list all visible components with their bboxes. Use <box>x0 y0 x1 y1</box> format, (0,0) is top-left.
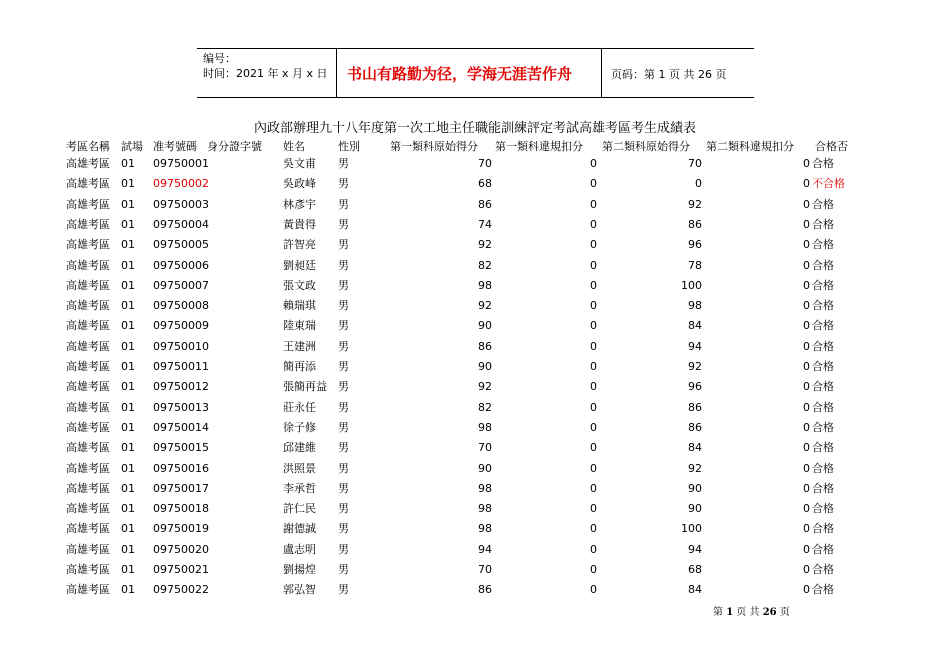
subject1-score-cell: 70 <box>478 157 492 170</box>
name-cell: 許智亮 <box>283 238 316 252</box>
table-row <box>0 377 950 397</box>
name-cell: 簡再添 <box>283 360 316 373</box>
subject1-deduction-cell: 0 <box>590 522 597 536</box>
subject1-deduction-cell: 0 <box>590 542 597 556</box>
column-header: 第一類科違規扣分 <box>495 140 583 153</box>
exam-number-cell: 09750022 <box>153 583 209 597</box>
table-row <box>0 174 950 194</box>
exam-number-cell: 09750014 <box>153 420 209 434</box>
area-cell: 高雄考區 <box>66 461 110 475</box>
room-cell: 01 <box>121 420 135 434</box>
area-cell: 高雄考區 <box>66 360 110 373</box>
subject1-deduction-cell: 0 <box>590 238 597 252</box>
footer-page: 1 <box>726 607 734 618</box>
document-header <box>197 48 754 98</box>
subject1-deduction-cell: 0 <box>590 319 597 333</box>
subject1-score-cell: 82 <box>478 400 492 414</box>
subject2-deduction-cell: 0 <box>803 400 810 414</box>
column-header: 身分證字號 <box>207 140 262 153</box>
pass-status-cell: 合格 <box>812 339 834 353</box>
subject1-deduction-cell: 0 <box>590 258 597 272</box>
subject2-deduction-cell: 0 <box>803 258 810 272</box>
name-cell: 吳政峰 <box>283 177 316 191</box>
exam-number-cell: 09750017 <box>153 481 209 495</box>
name-cell: 陸東瑞 <box>283 319 316 333</box>
subject2-score-cell: 100 <box>681 522 702 536</box>
subject2-deduction-cell: 0 <box>803 157 810 170</box>
exam-number-cell: 09750011 <box>153 360 209 373</box>
table-row <box>0 235 950 255</box>
area-cell: 高雄考區 <box>66 400 110 414</box>
table-row <box>0 418 950 438</box>
date-label: 时间：2021 年 x 月 x 日 <box>203 67 328 80</box>
header-divider <box>601 49 602 97</box>
exam-number-cell: 09750019 <box>153 522 209 536</box>
table-row <box>0 316 950 336</box>
table-row <box>0 479 950 499</box>
exam-number-cell: 09750021 <box>153 563 209 576</box>
subject1-deduction-cell: 0 <box>590 278 597 292</box>
subject2-deduction-cell: 0 <box>803 522 810 536</box>
name-cell: 吳文甫 <box>283 157 316 170</box>
column-header: 第一類科原始得分 <box>390 140 478 153</box>
pass-status-cell: 合格 <box>812 319 834 333</box>
pass-status-cell: 合格 <box>812 380 834 394</box>
pass-status-cell: 合格 <box>812 441 834 455</box>
sex-cell: 男 <box>338 461 349 475</box>
area-cell: 高雄考區 <box>66 238 110 252</box>
column-header: 第二類科違規扣分 <box>706 140 794 153</box>
subject2-deduction-cell: 0 <box>803 583 810 597</box>
subject1-deduction-cell: 0 <box>590 420 597 434</box>
exam-number-cell: 09750012 <box>153 380 209 394</box>
room-cell: 01 <box>121 339 135 353</box>
subject2-score-cell: 78 <box>688 258 702 272</box>
name-cell: 盧志明 <box>283 542 316 556</box>
area-cell: 高雄考區 <box>66 441 110 455</box>
room-cell: 01 <box>121 360 135 373</box>
room-cell: 01 <box>121 380 135 394</box>
table-row <box>0 459 950 479</box>
subject2-score-cell: 90 <box>688 502 702 516</box>
pass-status-cell: 合格 <box>812 502 834 516</box>
subject1-score-cell: 98 <box>478 278 492 292</box>
area-cell: 高雄考區 <box>66 583 110 597</box>
subject1-score-cell: 86 <box>478 583 492 597</box>
table-row <box>0 256 950 276</box>
subject2-score-cell: 70 <box>688 157 702 170</box>
table-row <box>0 215 950 235</box>
exam-number-cell: 09750001 <box>153 157 209 170</box>
area-cell: 高雄考區 <box>66 177 110 191</box>
column-header: 性別 <box>338 140 360 153</box>
column-header: 第二類科原始得分 <box>602 140 690 153</box>
subject1-score-cell: 86 <box>478 339 492 353</box>
area-cell: 高雄考區 <box>66 563 110 576</box>
subject2-score-cell: 90 <box>688 481 702 495</box>
pass-status-cell: 合格 <box>812 217 834 231</box>
column-header: 合格否 <box>815 140 848 153</box>
subject2-score-cell: 0 <box>695 177 702 191</box>
footer-prefix: 第 <box>713 607 723 618</box>
subject1-score-cell: 86 <box>478 197 492 211</box>
sex-cell: 男 <box>338 197 349 211</box>
area-cell: 高雄考區 <box>66 522 110 536</box>
sex-cell: 男 <box>338 563 349 576</box>
subject2-score-cell: 92 <box>688 197 702 211</box>
area-cell: 高雄考區 <box>66 319 110 333</box>
area-cell: 高雄考區 <box>66 217 110 231</box>
subject1-score-cell: 98 <box>478 481 492 495</box>
subject2-deduction-cell: 0 <box>803 481 810 495</box>
subject2-deduction-cell: 0 <box>803 339 810 353</box>
area-cell: 高雄考區 <box>66 299 110 313</box>
exam-number-cell: 09750018 <box>153 502 209 516</box>
footer-suffix: 页 <box>779 607 790 618</box>
subject2-deduction-cell: 0 <box>803 197 810 211</box>
area-cell: 高雄考區 <box>66 380 110 394</box>
sex-cell: 男 <box>338 400 349 414</box>
name-cell: 李承哲 <box>283 481 316 495</box>
sex-cell: 男 <box>338 360 349 373</box>
room-cell: 01 <box>121 522 135 536</box>
room-cell: 01 <box>121 258 135 272</box>
subject2-deduction-cell: 0 <box>803 278 810 292</box>
exam-number-cell: 09750005 <box>153 238 209 252</box>
subject1-score-cell: 92 <box>478 238 492 252</box>
subject2-score-cell: 84 <box>688 583 702 597</box>
subject1-score-cell: 98 <box>478 420 492 434</box>
subject2-score-cell: 96 <box>688 380 702 394</box>
sex-cell: 男 <box>338 522 349 536</box>
subject1-deduction-cell: 0 <box>590 563 597 576</box>
page-footer <box>713 603 790 618</box>
table-row <box>0 276 950 296</box>
subject1-deduction-cell: 0 <box>590 299 597 313</box>
pass-status-cell: 合格 <box>812 461 834 475</box>
subject2-deduction-cell: 0 <box>803 238 810 252</box>
name-cell: 謝德誠 <box>283 522 316 536</box>
subject2-score-cell: 100 <box>681 278 702 292</box>
subject1-score-cell: 92 <box>478 299 492 313</box>
exam-number-cell: 09750013 <box>153 400 209 414</box>
subject2-score-cell: 98 <box>688 299 702 313</box>
subject2-score-cell: 86 <box>688 217 702 231</box>
exam-number-cell: 09750006 <box>153 258 209 272</box>
subject1-score-cell: 70 <box>478 441 492 455</box>
name-cell: 徐子修 <box>283 420 316 434</box>
table-row <box>0 519 950 539</box>
subject2-deduction-cell: 0 <box>803 217 810 231</box>
table-row <box>0 499 950 519</box>
subject1-score-cell: 94 <box>478 542 492 556</box>
subject2-deduction-cell: 0 <box>803 380 810 394</box>
subject1-score-cell: 90 <box>478 360 492 373</box>
name-cell: 許仁民 <box>283 502 316 516</box>
column-header: 考區名稱 <box>66 140 110 153</box>
subject2-score-cell: 68 <box>688 563 702 576</box>
room-cell: 01 <box>121 197 135 211</box>
room-cell: 01 <box>121 278 135 292</box>
room-cell: 01 <box>121 157 135 170</box>
sex-cell: 男 <box>338 258 349 272</box>
column-header: 准考號碼 <box>153 140 197 153</box>
sex-cell: 男 <box>338 319 349 333</box>
sex-cell: 男 <box>338 481 349 495</box>
pass-status-cell: 不合格 <box>812 177 845 191</box>
sex-cell: 男 <box>338 238 349 252</box>
subject2-score-cell: 92 <box>688 360 702 373</box>
subject1-score-cell: 70 <box>478 563 492 576</box>
exam-number-cell: 09750002 <box>153 177 209 191</box>
sex-cell: 男 <box>338 299 349 313</box>
pass-status-cell: 合格 <box>812 157 834 170</box>
subject1-score-cell: 68 <box>478 177 492 191</box>
pass-status-cell: 合格 <box>812 583 834 597</box>
room-cell: 01 <box>121 502 135 516</box>
exam-number-cell: 09750008 <box>153 299 209 313</box>
subject2-score-cell: 84 <box>688 441 702 455</box>
subject1-score-cell: 74 <box>478 217 492 231</box>
table-row <box>0 195 950 215</box>
subject1-deduction-cell: 0 <box>590 380 597 394</box>
area-cell: 高雄考區 <box>66 339 110 353</box>
subject2-deduction-cell: 0 <box>803 441 810 455</box>
table-row <box>0 560 950 580</box>
subject2-deduction-cell: 0 <box>803 319 810 333</box>
name-cell: 林彥宇 <box>283 197 316 211</box>
pass-status-cell: 合格 <box>812 238 834 252</box>
room-cell: 01 <box>121 177 135 191</box>
subject2-score-cell: 94 <box>688 542 702 556</box>
subject1-deduction-cell: 0 <box>590 400 597 414</box>
subject1-deduction-cell: 0 <box>590 481 597 495</box>
subject1-deduction-cell: 0 <box>590 441 597 455</box>
subject1-deduction-cell: 0 <box>590 217 597 231</box>
table-row <box>0 357 950 377</box>
subject2-deduction-cell: 0 <box>803 542 810 556</box>
sex-cell: 男 <box>338 157 349 170</box>
pass-status-cell: 合格 <box>812 542 834 556</box>
room-cell: 01 <box>121 583 135 597</box>
subject1-deduction-cell: 0 <box>590 197 597 211</box>
room-cell: 01 <box>121 481 135 495</box>
footer-mid: 页 共 <box>736 607 760 618</box>
room-cell: 01 <box>121 319 135 333</box>
subject1-score-cell: 90 <box>478 461 492 475</box>
name-cell: 劉昶廷 <box>283 258 316 272</box>
subject2-deduction-cell: 0 <box>803 563 810 576</box>
area-cell: 高雄考區 <box>66 258 110 272</box>
room-cell: 01 <box>121 441 135 455</box>
table-row <box>0 154 950 174</box>
pass-status-cell: 合格 <box>812 258 834 272</box>
area-cell: 高雄考區 <box>66 278 110 292</box>
subject1-score-cell: 98 <box>478 502 492 516</box>
header-divider <box>336 49 337 97</box>
subject2-deduction-cell: 0 <box>803 502 810 516</box>
subject2-deduction-cell: 0 <box>803 420 810 434</box>
exam-number-cell: 09750010 <box>153 339 209 353</box>
subject1-deduction-cell: 0 <box>590 157 597 170</box>
sex-cell: 男 <box>338 542 349 556</box>
sex-cell: 男 <box>338 177 349 191</box>
subject1-deduction-cell: 0 <box>590 502 597 516</box>
page-title: 內政部辦理九十八年度第一次工地主任職能訓練評定考試高雄考區考生成績表 <box>253 121 696 136</box>
area-cell: 高雄考區 <box>66 481 110 495</box>
area-cell: 高雄考區 <box>66 420 110 434</box>
subject1-deduction-cell: 0 <box>590 177 597 191</box>
subject2-score-cell: 94 <box>688 339 702 353</box>
subject2-score-cell: 86 <box>688 400 702 414</box>
area-cell: 高雄考區 <box>66 197 110 211</box>
room-cell: 01 <box>121 299 135 313</box>
subject1-deduction-cell: 0 <box>590 461 597 475</box>
sex-cell: 男 <box>338 278 349 292</box>
subject1-deduction-cell: 0 <box>590 360 597 373</box>
room-cell: 01 <box>121 217 135 231</box>
sex-cell: 男 <box>338 339 349 353</box>
pass-status-cell: 合格 <box>812 400 834 414</box>
pass-status-cell: 合格 <box>812 197 834 211</box>
subject1-score-cell: 98 <box>478 522 492 536</box>
name-cell: 張文政 <box>283 278 316 292</box>
room-cell: 01 <box>121 563 135 576</box>
exam-number-cell: 09750004 <box>153 217 209 231</box>
subject1-score-cell: 92 <box>478 380 492 394</box>
sex-cell: 男 <box>338 583 349 597</box>
area-cell: 高雄考區 <box>66 542 110 556</box>
subject1-score-cell: 90 <box>478 319 492 333</box>
sex-cell: 男 <box>338 217 349 231</box>
subject2-score-cell: 92 <box>688 461 702 475</box>
header-page-label: 页码：第 1 页 共 26 页 <box>611 68 727 81</box>
subject2-deduction-cell: 0 <box>803 461 810 475</box>
column-header: 試場 <box>121 140 143 153</box>
sex-cell: 男 <box>338 441 349 455</box>
subject1-score-cell: 82 <box>478 258 492 272</box>
footer-total: 26 <box>762 607 777 618</box>
table-row <box>0 398 950 418</box>
header-slogan: 书山有路勤为径，学海无涯苦作舟 <box>347 65 573 83</box>
exam-number-cell: 09750015 <box>153 441 209 455</box>
name-cell: 郭弘智 <box>283 583 316 597</box>
name-cell: 邱建維 <box>283 441 316 455</box>
subject2-score-cell: 84 <box>688 319 702 333</box>
pass-status-cell: 合格 <box>812 522 834 536</box>
pass-status-cell: 合格 <box>812 299 834 313</box>
name-cell: 黃貴得 <box>283 217 316 231</box>
table-row <box>0 296 950 316</box>
room-cell: 01 <box>121 400 135 414</box>
subject2-deduction-cell: 0 <box>803 299 810 313</box>
name-cell: 張簡再益 <box>283 380 327 394</box>
name-cell: 洪照景 <box>283 461 316 475</box>
pass-status-cell: 合格 <box>812 360 834 373</box>
pass-status-cell: 合格 <box>812 420 834 434</box>
name-cell: 莊永任 <box>283 400 316 414</box>
area-cell: 高雄考區 <box>66 157 110 170</box>
column-header: 姓名 <box>283 140 305 153</box>
subject2-deduction-cell: 0 <box>803 360 810 373</box>
pass-status-cell: 合格 <box>812 481 834 495</box>
room-cell: 01 <box>121 461 135 475</box>
subject2-score-cell: 96 <box>688 238 702 252</box>
pass-status-cell: 合格 <box>812 563 834 576</box>
exam-number-cell: 09750020 <box>153 542 209 556</box>
exam-number-cell: 09750007 <box>153 278 209 292</box>
number-label: 编号： <box>203 52 236 65</box>
sex-cell: 男 <box>338 380 349 394</box>
subject2-score-cell: 86 <box>688 420 702 434</box>
table-row <box>0 438 950 458</box>
room-cell: 01 <box>121 238 135 252</box>
header-meta <box>203 51 328 81</box>
subject1-deduction-cell: 0 <box>590 339 597 353</box>
name-cell: 劉揚煌 <box>283 563 316 576</box>
area-cell: 高雄考區 <box>66 502 110 516</box>
sex-cell: 男 <box>338 420 349 434</box>
pass-status-cell: 合格 <box>812 278 834 292</box>
name-cell: 王建洲 <box>283 339 316 353</box>
subject2-deduction-cell: 0 <box>803 177 810 191</box>
sex-cell: 男 <box>338 502 349 516</box>
table-row <box>0 540 950 560</box>
room-cell: 01 <box>121 542 135 556</box>
table-row <box>0 580 950 600</box>
exam-number-cell: 09750003 <box>153 197 209 211</box>
table-row <box>0 337 950 357</box>
exam-number-cell: 09750016 <box>153 461 209 475</box>
exam-number-cell: 09750009 <box>153 319 209 333</box>
name-cell: 賴瑞琪 <box>283 299 316 313</box>
subject1-deduction-cell: 0 <box>590 583 597 597</box>
